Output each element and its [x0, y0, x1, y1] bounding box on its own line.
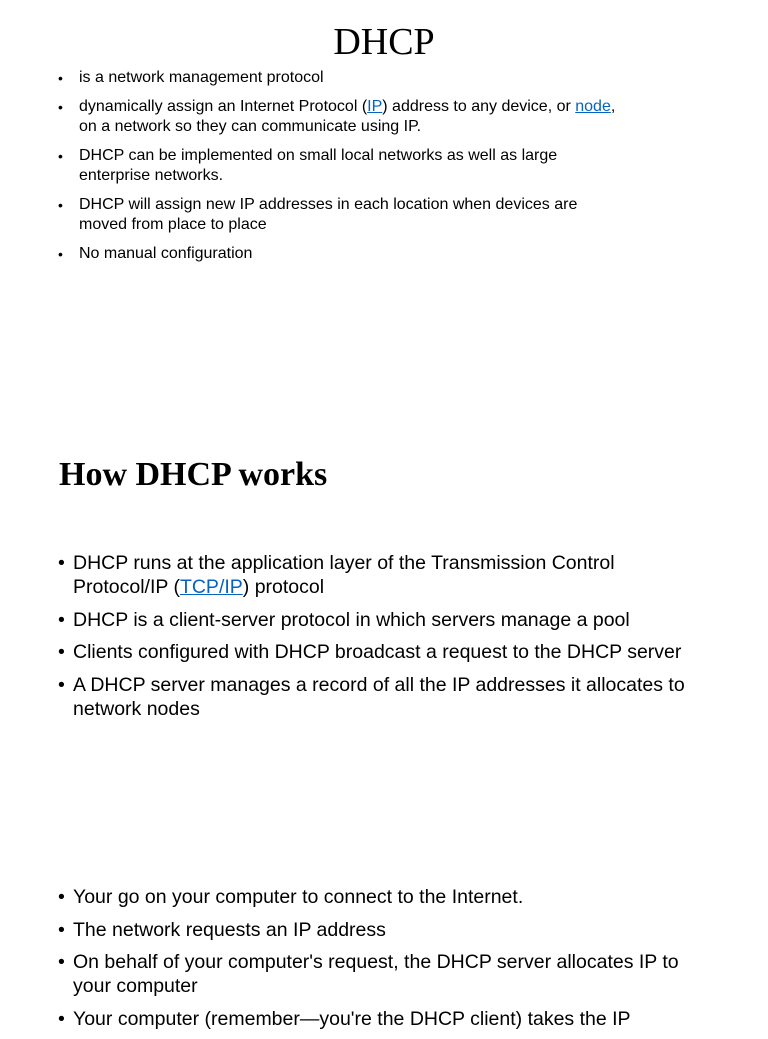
list-item	[58, 918, 718, 942]
tcp-ip-link[interactable]: TCP/IP	[179, 576, 243, 598]
intro-item-text: moved from place to place	[79, 216, 267, 233]
bullet-icon: •	[58, 886, 65, 908]
bullet-icon: •	[58, 608, 65, 631]
list-item	[58, 673, 718, 721]
intro-item-text: DHCP can be implemented on small local networks as well as large	[79, 147, 558, 164]
intro-item-text: on a network so they can communicate using IP.	[79, 118, 422, 135]
bullet-icon: •	[58, 148, 63, 164]
list-item	[56, 244, 676, 264]
intro-item-text: enterprise networks.	[79, 167, 224, 184]
bullet-icon: •	[58, 641, 65, 663]
bullet-icon: •	[58, 246, 63, 262]
how-item-text: network nodes	[73, 697, 200, 720]
bullet-icon: •	[58, 951, 65, 973]
steps-item-text: Your go on your computer to connect to the Internet.	[73, 886, 524, 908]
section-heading-how: How DHCP works	[59, 456, 328, 493]
steps-bullet-list	[58, 885, 718, 1039]
node-link[interactable]: node	[575, 98, 611, 115]
bullet-icon: •	[58, 552, 65, 574]
how-item-text: DHCP runs at the application layer of the Transmission Control	[73, 552, 615, 574]
list-item	[56, 146, 676, 186]
how-item-text: Clients configured with DHCP broadcast a request to the DHCP server	[73, 641, 682, 663]
steps-item-text: your computer	[73, 975, 198, 997]
list-item	[56, 195, 676, 235]
list-item	[58, 885, 718, 909]
list-item	[56, 68, 676, 88]
how-item-text: ) protocol	[242, 576, 325, 598]
intro-item-text: is a network management protocol	[79, 69, 324, 86]
steps-item-text: On behalf of your computer's request, the DHCP server allocates IP to	[73, 951, 679, 973]
list-item	[56, 97, 676, 137]
bullet-icon: •	[58, 1007, 65, 1030]
how-item-text: DHCP is a client-server protocol in which servers manage a pool	[73, 608, 630, 631]
intro-item-text: dynamically assign an Internet Protocol (	[79, 98, 368, 115]
bullet-icon: •	[58, 918, 65, 941]
intro-bullet-list	[56, 68, 676, 273]
bullet-icon: •	[58, 70, 63, 86]
list-item	[58, 950, 718, 998]
bullet-icon: •	[58, 99, 63, 115]
ip-link[interactable]: IP	[367, 98, 383, 115]
how-bullet-list	[58, 551, 718, 729]
intro-item-text: DHCP will assign new IP addresses in each location when devices are	[79, 196, 578, 213]
steps-item-text: Your computer (remember—you're the DHCP client) takes the IP	[73, 1007, 631, 1030]
list-item	[58, 1007, 718, 1031]
list-item	[58, 640, 718, 664]
how-item-text: Protocol/IP (	[73, 576, 180, 598]
list-item	[58, 608, 718, 632]
page-title: DHCP	[333, 21, 435, 63]
bullet-icon: •	[58, 673, 65, 696]
intro-item-text: ) address to any device, or	[382, 98, 576, 115]
how-item-text: A DHCP server manages a record of all the IP addresses it allocates to	[73, 673, 685, 696]
intro-item-text: No manual configuration	[79, 245, 253, 262]
intro-item-text: ,	[610, 98, 616, 115]
bullet-icon: •	[58, 197, 63, 213]
list-item	[58, 551, 718, 599]
steps-item-text: The network requests an IP address	[73, 918, 386, 941]
